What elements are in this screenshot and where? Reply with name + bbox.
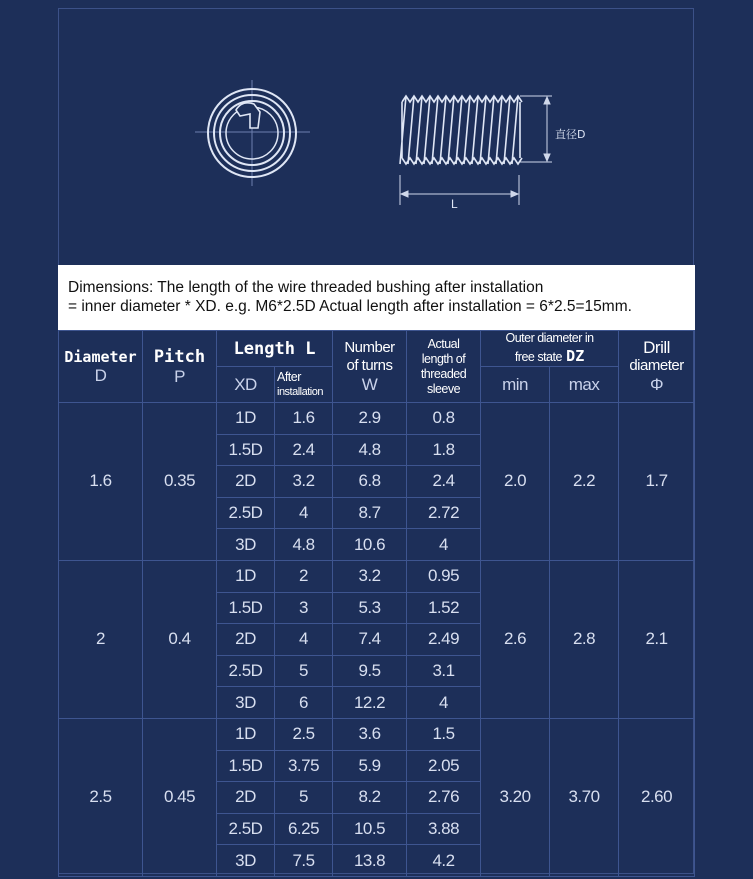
cell-xd: 1D	[217, 403, 275, 435]
cell-after-installation: 5	[275, 655, 333, 687]
cell-xd: 3D	[217, 845, 275, 877]
cell-after-installation: 4.8	[275, 529, 333, 561]
cell-actual-length: 2.4	[407, 466, 481, 498]
cell-actual-length: 3.1	[407, 655, 481, 687]
cell-actual-length: 2.05	[407, 750, 481, 782]
cell-dz-min: 2.0	[481, 403, 550, 561]
cell-turns: 5.9	[333, 750, 407, 782]
cell-after-installation: 6	[275, 687, 333, 719]
cell-xd: 1.5D	[217, 592, 275, 624]
cell-actual-length: 4	[407, 529, 481, 561]
cell-after-installation: 3.2	[275, 466, 333, 498]
cell-xd: 1.5D	[217, 750, 275, 782]
cell-turns: 12.2	[333, 687, 407, 719]
cell-xd: 2.5D	[217, 655, 275, 687]
cell-actual-length: 0.8	[407, 403, 481, 435]
dimensions-note	[58, 265, 695, 330]
cell-turns: 4.8	[333, 434, 407, 466]
header-actual-length: Actual length of threaded sleeve	[407, 331, 481, 403]
cell-actual-length: 2.49	[407, 624, 481, 656]
cell-drill-diameter: 2.60	[619, 718, 695, 876]
specs-table-body	[59, 403, 695, 877]
cell-xd: 2.5D	[217, 813, 275, 845]
cell-drill-diameter: 1.7	[619, 403, 695, 561]
cell-drill-diameter: 2.1	[619, 560, 695, 718]
header-pitch: Pitch P	[143, 331, 217, 403]
cell-xd: 2D	[217, 466, 275, 498]
cell-after-installation: 2.4	[275, 434, 333, 466]
header-length: Length L	[217, 331, 333, 367]
cell-after-installation: 3	[275, 592, 333, 624]
cell-pitch: 0.45	[143, 718, 217, 876]
header-drill-diameter: Drill diameter Φ	[619, 331, 695, 403]
note-line-1: Dimensions: The length of the wire threaded bushing after installation	[68, 279, 544, 296]
header-xd: XD	[217, 367, 275, 403]
note-line-2: = inner diameter * XD. e.g. M6*2.5D Actual length after installation = 6*2.5=15mm.	[68, 298, 632, 315]
cell-xd: 1D	[217, 718, 275, 750]
cell-after-installation: 4	[275, 497, 333, 529]
cell-xd: 2D	[217, 782, 275, 814]
header-diameter: Diameter D	[59, 331, 143, 403]
cell-pitch: 0.35	[143, 403, 217, 561]
cell-xd: 2D	[217, 624, 275, 656]
cell-actual-length: 4	[407, 687, 481, 719]
cell-after-installation: 7.5	[275, 845, 333, 877]
cell-after-installation: 5	[275, 782, 333, 814]
header-after-installation: After installation	[275, 367, 333, 403]
cell-after-installation: 6.25	[275, 813, 333, 845]
table-row	[59, 718, 695, 750]
cell-after-installation: 3.75	[275, 750, 333, 782]
cell-actual-length: 2.72	[407, 497, 481, 529]
cell-diameter: 2.5	[59, 718, 143, 876]
cell-after-installation: 2.5	[275, 718, 333, 750]
cell-dz-max: 2.8	[550, 560, 619, 718]
diameter-label: 直径D	[555, 128, 586, 141]
cell-turns: 5.3	[333, 592, 407, 624]
cell-turns: 6.8	[333, 466, 407, 498]
cell-turns: 10.5	[333, 813, 407, 845]
cell-turns: 13.8	[333, 845, 407, 877]
cell-turns: 7.4	[333, 624, 407, 656]
cell-turns: 8.2	[333, 782, 407, 814]
cell-after-installation: 1.6	[275, 403, 333, 435]
cell-dz-max: 2.2	[550, 403, 619, 561]
cell-xd: 3D	[217, 529, 275, 561]
cell-turns: 2.9	[333, 403, 407, 435]
cell-xd: 1D	[217, 560, 275, 592]
cell-diameter: 1.6	[59, 403, 143, 561]
cell-actual-length: 2.76	[407, 782, 481, 814]
header-outer-diameter: Outer diameter in free state DZ	[481, 331, 619, 367]
cell-diameter: 2	[59, 560, 143, 718]
cell-turns: 10.6	[333, 529, 407, 561]
header-min: min	[481, 367, 550, 403]
header-max: max	[550, 367, 619, 403]
cell-xd: 3D	[217, 687, 275, 719]
cell-pitch: 0.4	[143, 560, 217, 718]
cell-turns: 8.7	[333, 497, 407, 529]
header-turns: Number of turns W	[333, 331, 407, 403]
cell-actual-length: 1.5	[407, 718, 481, 750]
cell-dz-min: 3.20	[481, 718, 550, 876]
cell-after-installation: 2	[275, 560, 333, 592]
length-label: L	[451, 197, 458, 211]
cell-actual-length: 3.88	[407, 813, 481, 845]
cell-turns: 3.6	[333, 718, 407, 750]
coil-top-view-icon	[195, 80, 310, 186]
cell-turns: 3.2	[333, 560, 407, 592]
cell-xd: 1.5D	[217, 434, 275, 466]
table-row	[59, 560, 695, 592]
thread-insert-diagram	[0, 0, 753, 265]
cell-actual-length: 4.2	[407, 845, 481, 877]
cell-after-installation: 4	[275, 624, 333, 656]
specs-table	[58, 330, 695, 877]
cell-xd: 2.5D	[217, 497, 275, 529]
cell-dz-max: 3.70	[550, 718, 619, 876]
cell-turns: 9.5	[333, 655, 407, 687]
specs-table-wrapper	[58, 330, 694, 877]
cell-actual-length: 1.52	[407, 592, 481, 624]
cell-dz-min: 2.6	[481, 560, 550, 718]
sleeve-side-view-icon	[400, 96, 522, 168]
cell-actual-length: 1.8	[407, 434, 481, 466]
table-row	[59, 403, 695, 435]
cell-actual-length: 0.95	[407, 560, 481, 592]
